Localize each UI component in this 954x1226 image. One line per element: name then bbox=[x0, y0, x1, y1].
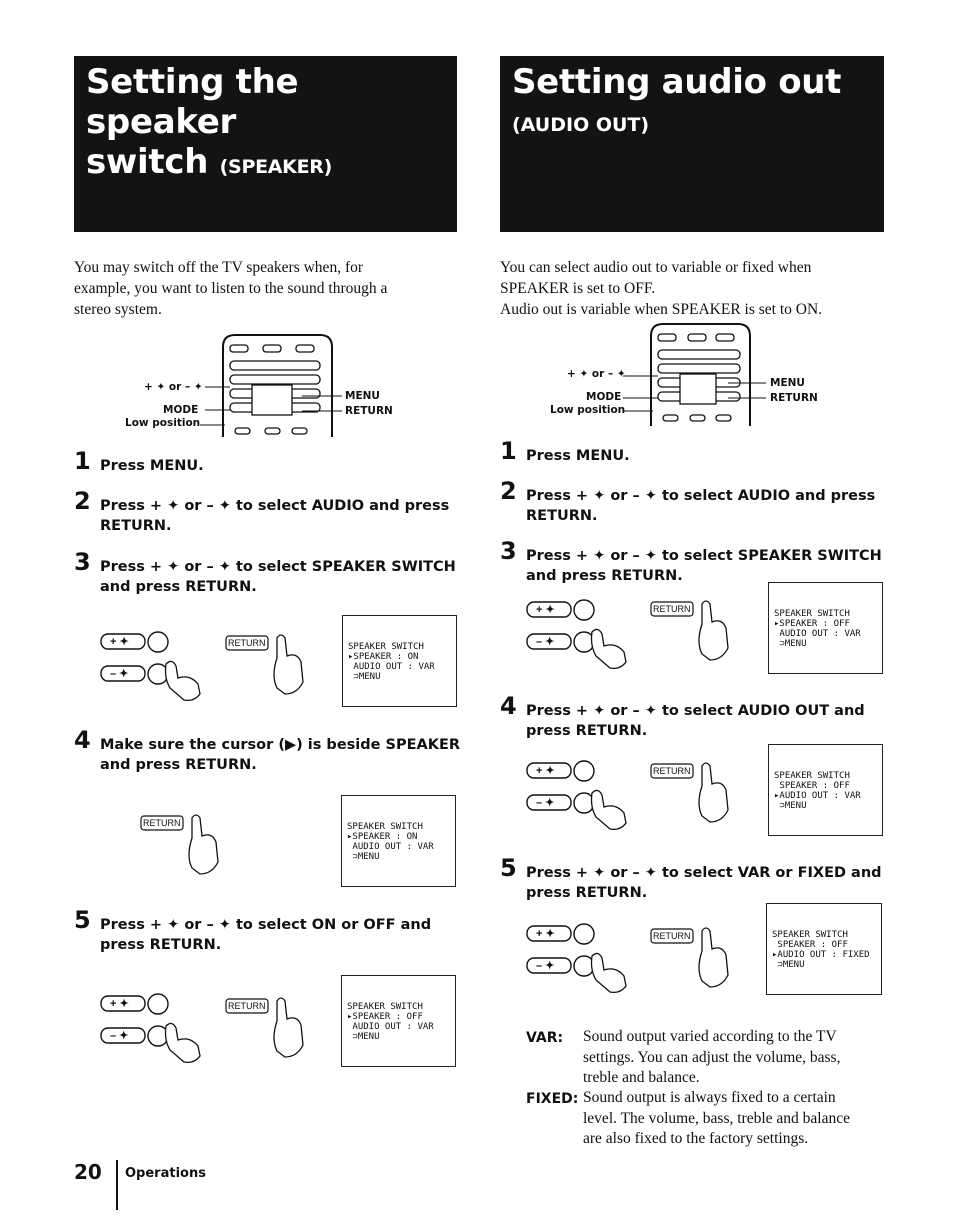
return-button-step4[interactable] bbox=[140, 812, 230, 878]
remote-label-menu: MENU bbox=[345, 390, 380, 402]
return-button[interactable] bbox=[225, 632, 315, 698]
right-screen-step5: SPEAKER SWITCH SPEAKER : OFF ▸AUDIO OUT : FIXED ⊃MENU bbox=[766, 903, 882, 995]
left-screen-step3: SPEAKER SWITCH ▸SPEAKER : ON AUDIO OUT : VAR ⊃MENU bbox=[342, 615, 457, 707]
left-intro: You may switch off the TV speakers when, for example, you want to listen to the sound through a stereo system. bbox=[74, 259, 388, 318]
plus-minus-buttons[interactable] bbox=[526, 596, 636, 671]
minus-button-label: – ✦ bbox=[110, 1030, 129, 1042]
left-step-1: 1 Press MENU. bbox=[74, 447, 204, 475]
definition-var: VAR: Sound output varied according to the TV settings. You can adjust the volume, bass, treble and balance. bbox=[526, 1028, 841, 1086]
remote-label-return: RETURN bbox=[770, 392, 818, 404]
right-step-2: 2 Press + ✦ or – ✦ to select AUDIO and press RETURN. bbox=[500, 477, 876, 524]
return-button-label: RETURN bbox=[653, 931, 691, 941]
left-title-sub: (SPEAKER) bbox=[219, 156, 332, 178]
plus-minus-buttons[interactable] bbox=[526, 920, 636, 995]
return-button-step5[interactable] bbox=[225, 995, 315, 1061]
left-step-3: 3 Press + ✦ or – ✦ to select SPEAKER SWITCH and press RETURN. bbox=[74, 548, 456, 595]
plus-minus-buttons-step5[interactable] bbox=[100, 990, 210, 1065]
definition-term: FIXED: bbox=[526, 1091, 579, 1107]
return-button-label: RETURN bbox=[228, 638, 266, 648]
plus-button-label: + ✦ bbox=[110, 636, 129, 648]
plus-minus-buttons[interactable] bbox=[526, 757, 636, 832]
definition-term: VAR: bbox=[526, 1030, 564, 1046]
footer-divider bbox=[116, 1160, 118, 1210]
page-number: 20 bbox=[74, 1160, 102, 1184]
right-step-1: 1 Press MENU. bbox=[500, 437, 630, 465]
left-title: Setting the speaker switch (SPEAKER) bbox=[86, 62, 332, 182]
remote-label-low: Low position bbox=[550, 404, 626, 416]
left-screen-step5: SPEAKER SWITCH ▸SPEAKER : OFF AUDIO OUT : VAR ⊃MENU bbox=[341, 975, 456, 1067]
return-button-label: RETURN bbox=[228, 1001, 266, 1011]
return-button[interactable] bbox=[650, 925, 740, 991]
left-step-5: 5 Press + ✦ or – ✦ to select ON or OFF and press RETURN. bbox=[74, 906, 432, 953]
left-screen-step4: SPEAKER SWITCH ▸SPEAKER : ON AUDIO OUT : VAR ⊃MENU bbox=[341, 795, 456, 887]
right-step-3: 3 Press + ✦ or – ✦ to select SPEAKER SWITCH and press RETURN. bbox=[500, 537, 882, 584]
plus-button-label: + ✦ bbox=[536, 928, 555, 940]
right-title-banner bbox=[500, 56, 884, 232]
section-name: Operations bbox=[125, 1166, 206, 1181]
return-button[interactable] bbox=[650, 598, 740, 664]
left-title-banner bbox=[74, 56, 457, 232]
right-intro: You can select audio out to variable or fixed when SPEAKER is set to OFF. Audio out is variable when SPEAKER is set to ON. bbox=[500, 259, 823, 318]
left-remote-illustration bbox=[120, 333, 400, 443]
plus-button-label: + ✦ bbox=[110, 998, 129, 1010]
right-step-5: 5 Press + ✦ or – ✦ to select VAR or FIXED and press RETURN. bbox=[500, 854, 882, 901]
return-button-label: RETURN bbox=[653, 604, 691, 614]
right-remote-illustration bbox=[548, 322, 838, 432]
plus-button-label: + ✦ bbox=[536, 765, 555, 777]
minus-button-label: – ✦ bbox=[110, 668, 129, 680]
plus-minus-buttons[interactable] bbox=[100, 628, 210, 703]
return-button[interactable] bbox=[650, 760, 740, 826]
right-screen-step3: SPEAKER SWITCH ▸SPEAKER : OFF AUDIO OUT : VAR ⊃MENU bbox=[768, 582, 883, 674]
return-button-label: RETURN bbox=[653, 766, 691, 776]
remote-label-plusminus: + ✦ or – ✦ bbox=[567, 368, 626, 380]
left-step-2: 2 Press + ✦ or – ✦ to select AUDIO and press RETURN. bbox=[74, 487, 450, 534]
definition-fixed: FIXED: Sound output is always fixed to a certain level. The volume, bass, treble and balance are also fixed to the factory settings. bbox=[526, 1089, 850, 1147]
remote-label-low: Low position bbox=[125, 417, 201, 429]
left-step-4: 4 Make sure the cursor (▶) is beside SPEAKER and press RETURN. bbox=[74, 726, 461, 773]
remote-label-plusminus: + ✦ or – ✦ bbox=[144, 381, 203, 393]
remote-label-mode: MODE bbox=[163, 404, 199, 416]
remote-label-menu: MENU bbox=[770, 377, 805, 389]
minus-button-label: – ✦ bbox=[536, 636, 555, 648]
minus-button-label: – ✦ bbox=[536, 960, 555, 972]
plus-button-label: + ✦ bbox=[536, 604, 555, 616]
right-title-sub: (AUDIO OUT) bbox=[512, 114, 650, 136]
right-title: Setting audio out bbox=[512, 62, 842, 102]
minus-button-label: – ✦ bbox=[536, 797, 555, 809]
right-step-4: 4 Press + ✦ or – ✦ to select AUDIO OUT and press RETURN. bbox=[500, 692, 865, 739]
right-screen-step4: SPEAKER SWITCH SPEAKER : OFF ▸AUDIO OUT : VAR ⊃MENU bbox=[768, 744, 883, 836]
return-button-label: RETURN bbox=[143, 818, 181, 828]
remote-label-mode: MODE bbox=[586, 391, 622, 403]
remote-label-return: RETURN bbox=[345, 405, 393, 417]
